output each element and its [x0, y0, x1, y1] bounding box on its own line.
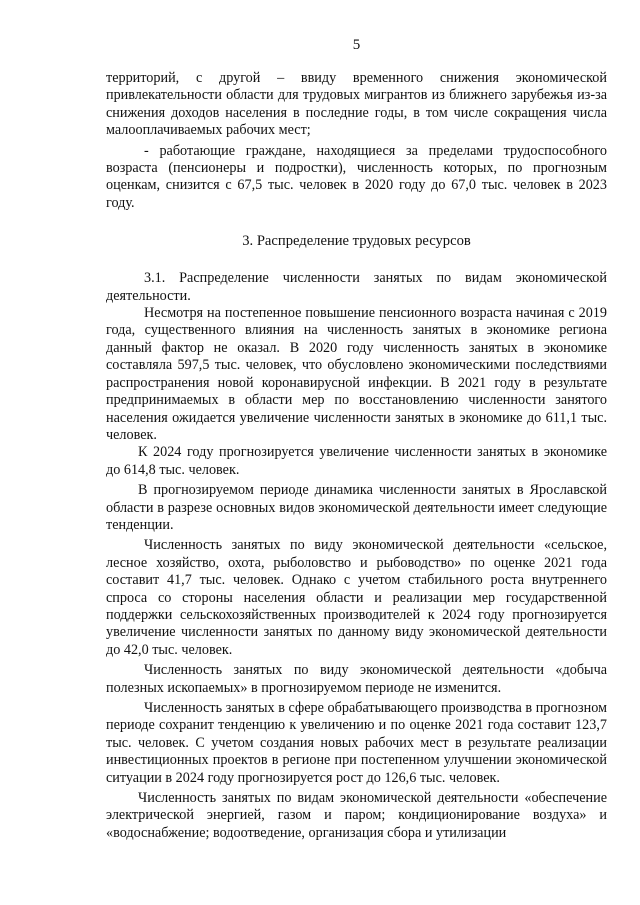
- paragraph-working-citizens: - работающие граждане, находящиеся за пределами трудоспособного возраста (пенсионеры и подростки), численность которых, по прогнозным оценкам, снизится с 67,5 тыс. человек в 2020 году до 67,0 тыс. человек в 2023 году.: [106, 142, 607, 211]
- paragraph-trends-intro: В прогнозируемом периоде динамика численности занятых в Ярославской области в разрезе основных видов экономической деятельности имеет следующие тенденции.: [106, 482, 607, 533]
- paragraph-mining: Численность занятых по виду экономической деятельности «добыча полезных ископаемых» в прогнозируемом периоде не изменится.: [106, 662, 607, 696]
- paragraph-forecast-2024: К 2024 году прогнозируется увеличение численности занятых в экономике до 614,8 тыс. человек.: [106, 444, 607, 478]
- paragraph-manufacturing: Численность занятых в сфере обрабатывающего производства в прогнозном периоде сохранит тенденцию к увеличению и по оценке 2021 года составит 123,7 тыс. человек. С учетом создания новых рабочих мест в результате реализации инвестиционных проектов в регионе при постепенном улучшении экономической ситуации в 2024 году прогнозируется рост до 126,6 тыс. человек.: [106, 700, 607, 786]
- paragraph-agriculture: Численность занятых по виду экономической деятельности «сельское, лесное хозяйство, охота, рыболовство и рыбоводство» по оценке 2021 года составит 41,7 тыс. человек. Однако с учетом стабильного роста внутреннего спроса со стороны населения области и реализации мер государственной поддержки сельскохозяйственных производителей к 2024 году прогнозируется увеличение численности занятых по данному виду экономической деятельности до 42,0 тыс. человек.: [106, 537, 607, 658]
- section-heading: 3. Распределение трудовых ресурсов: [242, 233, 471, 250]
- paragraph-utilities: Численность занятых по видам экономической деятельности «обеспечение электрической энергией, газом и паром; кондиционирование воздуха» и «водоснабжение; водоотведение, организация сбора и утилизации: [106, 790, 607, 841]
- paragraph-territories: территорий, с другой – ввиду временного снижения экономической привлекательности области для трудовых мигрантов из ближнего зарубежья из-за снижения доходов населения в последние годы, в том числе сокращения числа малооплачиваемых рабочих мест;: [106, 70, 607, 139]
- paragraph-pension-age: Несмотря на постепенное повышение пенсионного возраста начиная с 2019 года, существенного влияния на численность занятых в экономике региона данный фактор не оказал. В 2020 году численность занятых в экономике составляла 597,5 тыс. человек, что обусловлено экономическими последствиями распространения новой коронавирусной инфекции. В 2021 году в результате предпринимаемых в области мер по восстановлению численности занятого населения ожидается увеличение численности занятых в экономике до 611,1 тыс. человек.: [106, 305, 607, 443]
- paragraph-subsection-3-1: 3.1. Распределение численности занятых по видам экономической деятельности.: [106, 270, 607, 304]
- page-number: 5: [352, 37, 361, 53]
